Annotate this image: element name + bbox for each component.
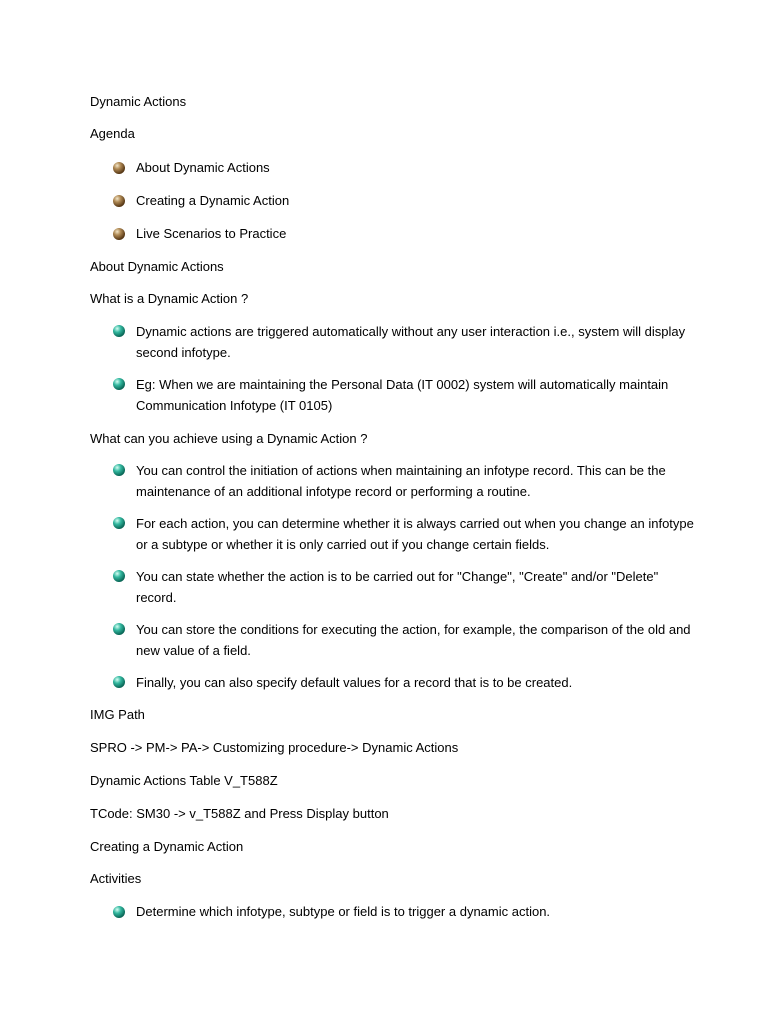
green-globe-icon bbox=[113, 676, 125, 688]
green-globe-icon bbox=[113, 325, 125, 337]
img-path-heading: IMG Path bbox=[90, 707, 145, 722]
what-is-heading: What is a Dynamic Action ? bbox=[90, 291, 249, 306]
list-item: You can control the initiation of actions when maintaining an infotype record. This can be the maintenance of an additional infotype record or performing a routine. bbox=[136, 463, 666, 499]
brown-sphere-icon bbox=[113, 162, 125, 174]
list-item: For each action, you can determine whether it is always carried out when you change an infotype or a subtype or whether it is only carried out if you change certain fields. bbox=[136, 516, 694, 552]
green-globe-icon bbox=[113, 378, 125, 390]
agenda-item: About Dynamic Actions bbox=[136, 160, 270, 175]
green-globe-icon bbox=[113, 623, 125, 635]
activities-heading: Activities bbox=[90, 871, 142, 886]
section-heading-creating: Creating a Dynamic Action bbox=[90, 839, 244, 854]
achieve-heading: What can you achieve using a Dynamic Action ? bbox=[90, 431, 368, 446]
green-globe-icon bbox=[113, 570, 125, 582]
list-item: Determine which infotype, subtype or field is to trigger a dynamic action. bbox=[136, 904, 551, 919]
doc-title: Dynamic Actions bbox=[90, 94, 187, 109]
agenda-item: Creating a Dynamic Action bbox=[136, 193, 290, 208]
brown-sphere-icon bbox=[113, 228, 125, 240]
list-item: Dynamic actions are triggered automatically without any user interaction i.e., system will display second infotype. bbox=[136, 324, 686, 360]
list-item: Finally, you can also specify default values for a record that is to be created. bbox=[136, 675, 573, 690]
green-globe-icon bbox=[113, 464, 125, 476]
green-globe-icon bbox=[113, 906, 125, 918]
section-heading-about: About Dynamic Actions bbox=[90, 259, 224, 274]
agenda-item: Live Scenarios to Practice bbox=[136, 226, 287, 241]
tcode-line: TCode: SM30 -> v_T588Z and Press Display button bbox=[90, 806, 389, 821]
list-item: You can state whether the action is to be carried out for "Change", "Create" and/or "Delete" record. bbox=[136, 569, 659, 605]
list-item: You can store the conditions for executing the action, for example, the comparison of the old and new value of a field. bbox=[136, 622, 691, 658]
agenda-heading: Agenda bbox=[90, 126, 135, 141]
table-line: Dynamic Actions Table V_T588Z bbox=[90, 773, 278, 788]
green-globe-icon bbox=[113, 517, 125, 529]
list-item: Eg: When we are maintaining the Personal Data (IT 0002) system will automatically maintain Communication Infotype (IT 0105) bbox=[136, 377, 669, 413]
img-path: SPRO -> PM-> PA-> Customizing procedure-> Dynamic Actions bbox=[90, 740, 459, 755]
brown-sphere-icon bbox=[113, 195, 125, 207]
